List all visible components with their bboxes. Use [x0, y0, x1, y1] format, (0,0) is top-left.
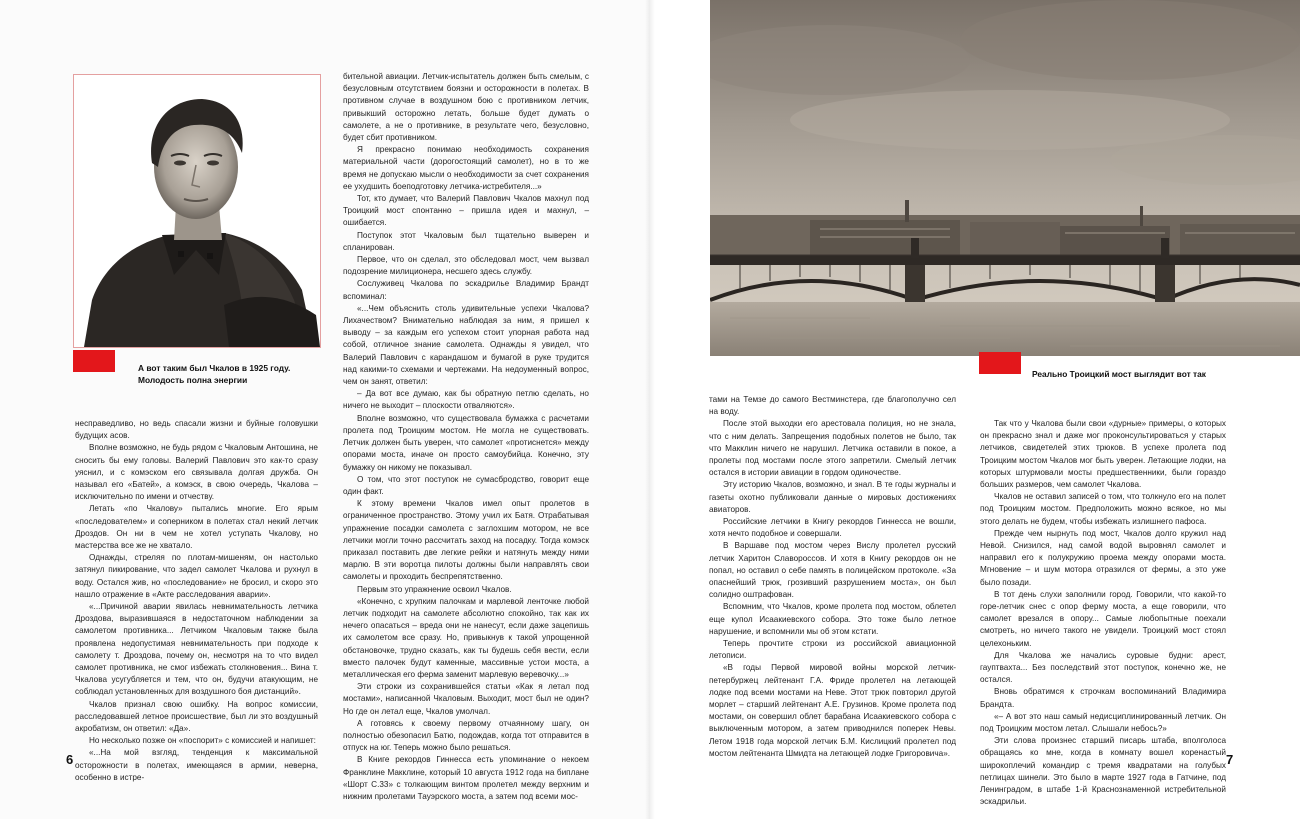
paragraph: А готовясь к своему первому отчаянному шагу, он полностью обезопасил Батю, подождав, когда тот отправится в отпуск на юг. Теперь можно было решаться.: [343, 718, 589, 753]
paragraph: Сослуживец Чкалова по эскадрилье Владимир Брандт вспоминал:: [343, 279, 589, 301]
paragraph: бительной авиации. Летчик-испытатель должен быть смелым, с безусловным отсутствием боязни и осторожности в полетах. В противном случае в воздушном бою с противником летчик, привыкший осторожно летать, больше будет думать о самолете, а не о противнике, в результате чего, безусловно, будет сбит противником.: [343, 72, 589, 143]
paragraph: «В годы Первой мировой войны морской летчик-петербуржец лейтенант Г.А. Фриде пролетел на летающей лодке под всеми мостами на Неве. Этот трюк повторил другой морлет – старший лейтенант А.Е. Грузинов. Кроме пролета под мостами, он совершил облет барабана Исаакиевского собора с выключенным мотором, а затем приводнился поперек Невы. Летом 1918 года морской летчик Б.М. Кислицкий пролетел под мостом лейтенанта Шмидта на летающей лодке Григоровича».: [709, 663, 956, 758]
paragraph: – Да вот все думаю, как бы обратную петлю сделать, но ничего не выходит – плоскости отваляются».: [343, 389, 589, 411]
paragraph: О том, что этот поступок не сумасбродство, говорит еще один факт.: [343, 474, 589, 496]
page-number-left: 6: [66, 752, 74, 767]
paragraph: Поступок этот Чкаловым был тщательно выверен и спланирован.: [343, 230, 589, 252]
left-column-2: [343, 71, 589, 803]
paragraph: Так что у Чкалова были свои «дурные» примеры, о которых он прекрасно знал и даже мог проконсультироваться у старых летчиков, свидетелей этих трюков. В успехе пролета под Троицким мостом Чкалов мог быть уверен. Летающие лодки, на которых штурмовали мосты предшественники, были гораздо больших размеров, чем самолет Чкалова.: [980, 419, 1226, 490]
paragraph: Вполне возможно, не будь рядом с Чкаловым Антошина, не сносить бы ему головы. Валерий Павлович это как-то сразу уяснил, и с комэском его связывала долгая дружба. Он называл его «Батей», а комэск, в свою очередь, Чкалова – исключительно по имени и отчеству.: [75, 443, 318, 502]
paragraph: В Книге рекордов Гиннесса есть упоминание о некоем Франклине Макклине, который 10 августа 1912 года на биплане «Шорт С.33» с толкающим винтом пролетел между верхним и нижним пролетами Тауэрского моста, а затем под всеми мос-: [343, 755, 589, 801]
portrait-caption-marker: [73, 350, 115, 372]
right-column-2: [980, 418, 1226, 809]
paragraph: Для Чкалова же начались суровые будни: арест, гауптвахта... Без последствий этот поступок, конечно же, не остался.: [980, 650, 1226, 685]
paragraph: Однажды, стреляя по плотам-мишеням, он настолько затянул пикирование, что задел самолет Чкалова и рухнул в воду. Остался жив, но «последование» не бросил, и скоро это нашло отражение в «Акте расследования аварии».: [75, 553, 318, 599]
paragraph: несправедливо, но ведь спасали жизни и буйные головушки будущих асов.: [75, 419, 318, 441]
paragraph: «...На мой взгляд, тенденция к максимальной осторожности в полетах, имеющаяся в армии, неверна, особенно в истре-: [75, 748, 318, 782]
paragraph: К этому времени Чкалов имел опыт пролетов в ограниченное пространство. Этому учил их Батя. Отрабатывая упражнение посадки самолета с заглохшим мотором, не все летчики могли точно рассчитать заход на посадку. Тогда комэск приказал поставить две легкие рейки и натянуть между ними марлю. В эти воротца пилоты должны были направлять свои самолеты и проходить беспрепятственно.: [343, 499, 589, 582]
trinity-bridge-photo: [710, 0, 1300, 356]
paragraph: Эти строки из сохранившейся статьи «Как я летал под мостами», написанной Чкаловым. Выходит, мост был не один? Но где он летал еще, Чкалов умолчал.: [343, 682, 589, 716]
photo-caption-marker: [979, 352, 1021, 374]
paragraph: Эти слова произнес старший писарь штаба, вполголоса обращаясь ко мне, когда в комнату вошел коренастый широкоплечий командир с тремя квадратами на голубых петлицах шинели. Это было в марте 1927 года в Гатчине, под Ленинградом, в штабе 1-й Краснознаменной истребительной эскадрильи.: [980, 736, 1226, 807]
paragraph: тами на Темзе до самого Вестминстера, где благополучно сел на воду.: [709, 395, 956, 417]
paragraph: «...Причиной аварии явилась невнимательность летчика Дроздова, выразившаяся в недостаточном наблюдении за самолетом противника... Летчиком Чкаловым также была проявлена недопустимая невнимательность при подходе к самолету т. Дроздова, почему он, несмотря на то что видел самолет противника, не смог избежать столкновения... Вина т. Чкалова усугубляется и тем, что он, будучи атакующим, не соблюдал установленных для воздушного боя дистанций».: [75, 602, 318, 697]
chkalov-portrait-photo: [73, 74, 321, 348]
paragraph: Первое, что он сделал, это обследовал мост, чем вызвал подозрение милиционера, несшего здесь службу.: [343, 255, 589, 277]
paragraph: Чкалов не оставил записей о том, что толкнуло его на полет под Троицким мостом. Предположить можно всякое, но мы этого делать не будем, чтобы избежать излишнего пафоса.: [980, 492, 1226, 526]
paragraph: Тот, кто думает, что Валерий Павлович Чкалов махнул под Троицкий мост спонтанно – пришла идея и махнул, – ошибается.: [343, 194, 589, 228]
spread-gutter: [645, 0, 655, 819]
page-number-right: 7: [1226, 752, 1234, 767]
photo-caption: Реально Троицкий мост выглядит вот так: [1032, 369, 1206, 379]
right-column-1: [709, 394, 956, 760]
paragraph: «Конечно, с хрупким палочкам и марлевой ленточке любой летчик подходит на самолете абсолютно спокойно, так как их нечего опасаться – вреда они не нанесут, если даже зацепишь их самолетом все сразу. Но, привыкнув к такой упрощенной обстановочке, трудно сказать, как ты будешь себя вести, если вместо палочек будут каменные, массивные устои моста, а металлическая его ферма заменит марлевую веревочку...»: [343, 596, 589, 679]
paragraph: В тот день слухи заполнили город. Говорили, что какой-то горе-летчик снес с опор ферму моста, а еще говорили, что самолет врезался в опору... Самые любопытные поехали смотреть, но ничего такого не увидели. Троицкий мост стоял целехоньким.: [980, 589, 1226, 648]
left-column-1: [75, 418, 318, 784]
paragraph: После этой выходки его арестовала полиция, но не знала, что с ним делать. Запрещения подобных полетов не было, так что Макклин ничего не нарушил. Летчика оставили в покое, а пролеты под мостами после этого запретили. Смелый летчик остался в истории авиации в гордом одиночестве.: [709, 419, 956, 478]
paragraph: Эту историю Чкалов, возможно, и знал. В те годы журналы и газеты охотно публиковали данные о мировых достижениях авиаторов.: [709, 480, 956, 514]
paragraph: Чкалов признал свою ошибку. На вопрос комиссии, расследовавшей летное происшествие, был ли это воздушный акробатизм, он ответил: «Да».: [75, 699, 318, 734]
portrait-caption-line1: А вот таким был Чкалов в 1925 году.: [138, 363, 291, 373]
paragraph: Прежде чем нырнуть под мост, Чкалов долго кружил над Невой. Снизился, над самой водой выровнял самолет и направил его к полукружию проема между опорами моста. Мгновение – и шум мотора отразился от фермы, а это уже было позади.: [980, 528, 1226, 587]
paragraph: Я прекрасно понимаю необходимость сохранения материальной части (дорогостоящий самолет), но в то же время не допускаю мысли о необходимости за счет сохранения ее ухудшить боеподготовку летчика-истребителя...»: [343, 145, 589, 191]
paragraph: В Варшаве под мостом через Вислу пролетел русский летчик Харитон Славороссов. И хотя в Книгу рекордов он не попал, но оставил о себе память в полицейском протоколе. «За опаснейший трюк, грозивший разрушением моста», он был солидно оштрафован.: [709, 541, 956, 600]
paragraph: Вполне возможно, что существовала бумажка с расчетами пролета под Троицким мостом. Не могла не существовать. Летчик должен быть уверен, что самолет «протиснется» между опорами моста, иначе он просто самоубийца. Конечно, эту бумажку он никому не показывал.: [343, 413, 589, 472]
paragraph: Но несколько позже он «поспорит» с комиссией и напишет:: [89, 736, 316, 746]
paragraph: Вновь обратимся к строчкам воспоминаний Владимира Брандта.: [980, 687, 1226, 709]
portrait-caption-line2: Молодость полна энергии: [138, 375, 248, 385]
paragraph: Теперь прочтите строки из российской авиационной летописи.: [709, 639, 956, 661]
paragraph: «– А вот это наш самый недисциплинированный летчик. Он под Троицким мостом летал. Слышали небось?»: [980, 711, 1226, 734]
paragraph: Вспомним, что Чкалов, кроме пролета под мостом, облетел еще купол Исаакиевского собора. Это тоже было летное нарушение, и вспомнили мы об этом кстати.: [709, 602, 956, 636]
paragraph: Первым это упражнение освоил Чкалов.: [357, 584, 512, 594]
portrait-caption: [138, 362, 318, 386]
paragraph: Российские летчики в Книгу рекордов Гиннесса не вошли, хотя нечто подобное и совершали.: [709, 517, 956, 539]
paragraph: Летать «по Чкалову» пытались многие. Его ярым «последователем» и соперником в полетах стал некий летчик Дроздов. Он ни в чем не хотел уступать Чкалову, но мастерства все же не хватало.: [75, 504, 318, 551]
paragraph: «...Чем объяснить столь удивительные успехи Чкалова? Лихачеством? Внимательно наблюдая за ним, я пришел к выводу – за каждым его успехом стоит упорная работа над собой, отличное знание самолета. Однажды я увидел, что Валерий Павлович с карандашом и бумагой в руке трудится над какими-то схемами и чертежами. На недоуменный вопрос, чем он занят, ответил:: [343, 303, 589, 387]
